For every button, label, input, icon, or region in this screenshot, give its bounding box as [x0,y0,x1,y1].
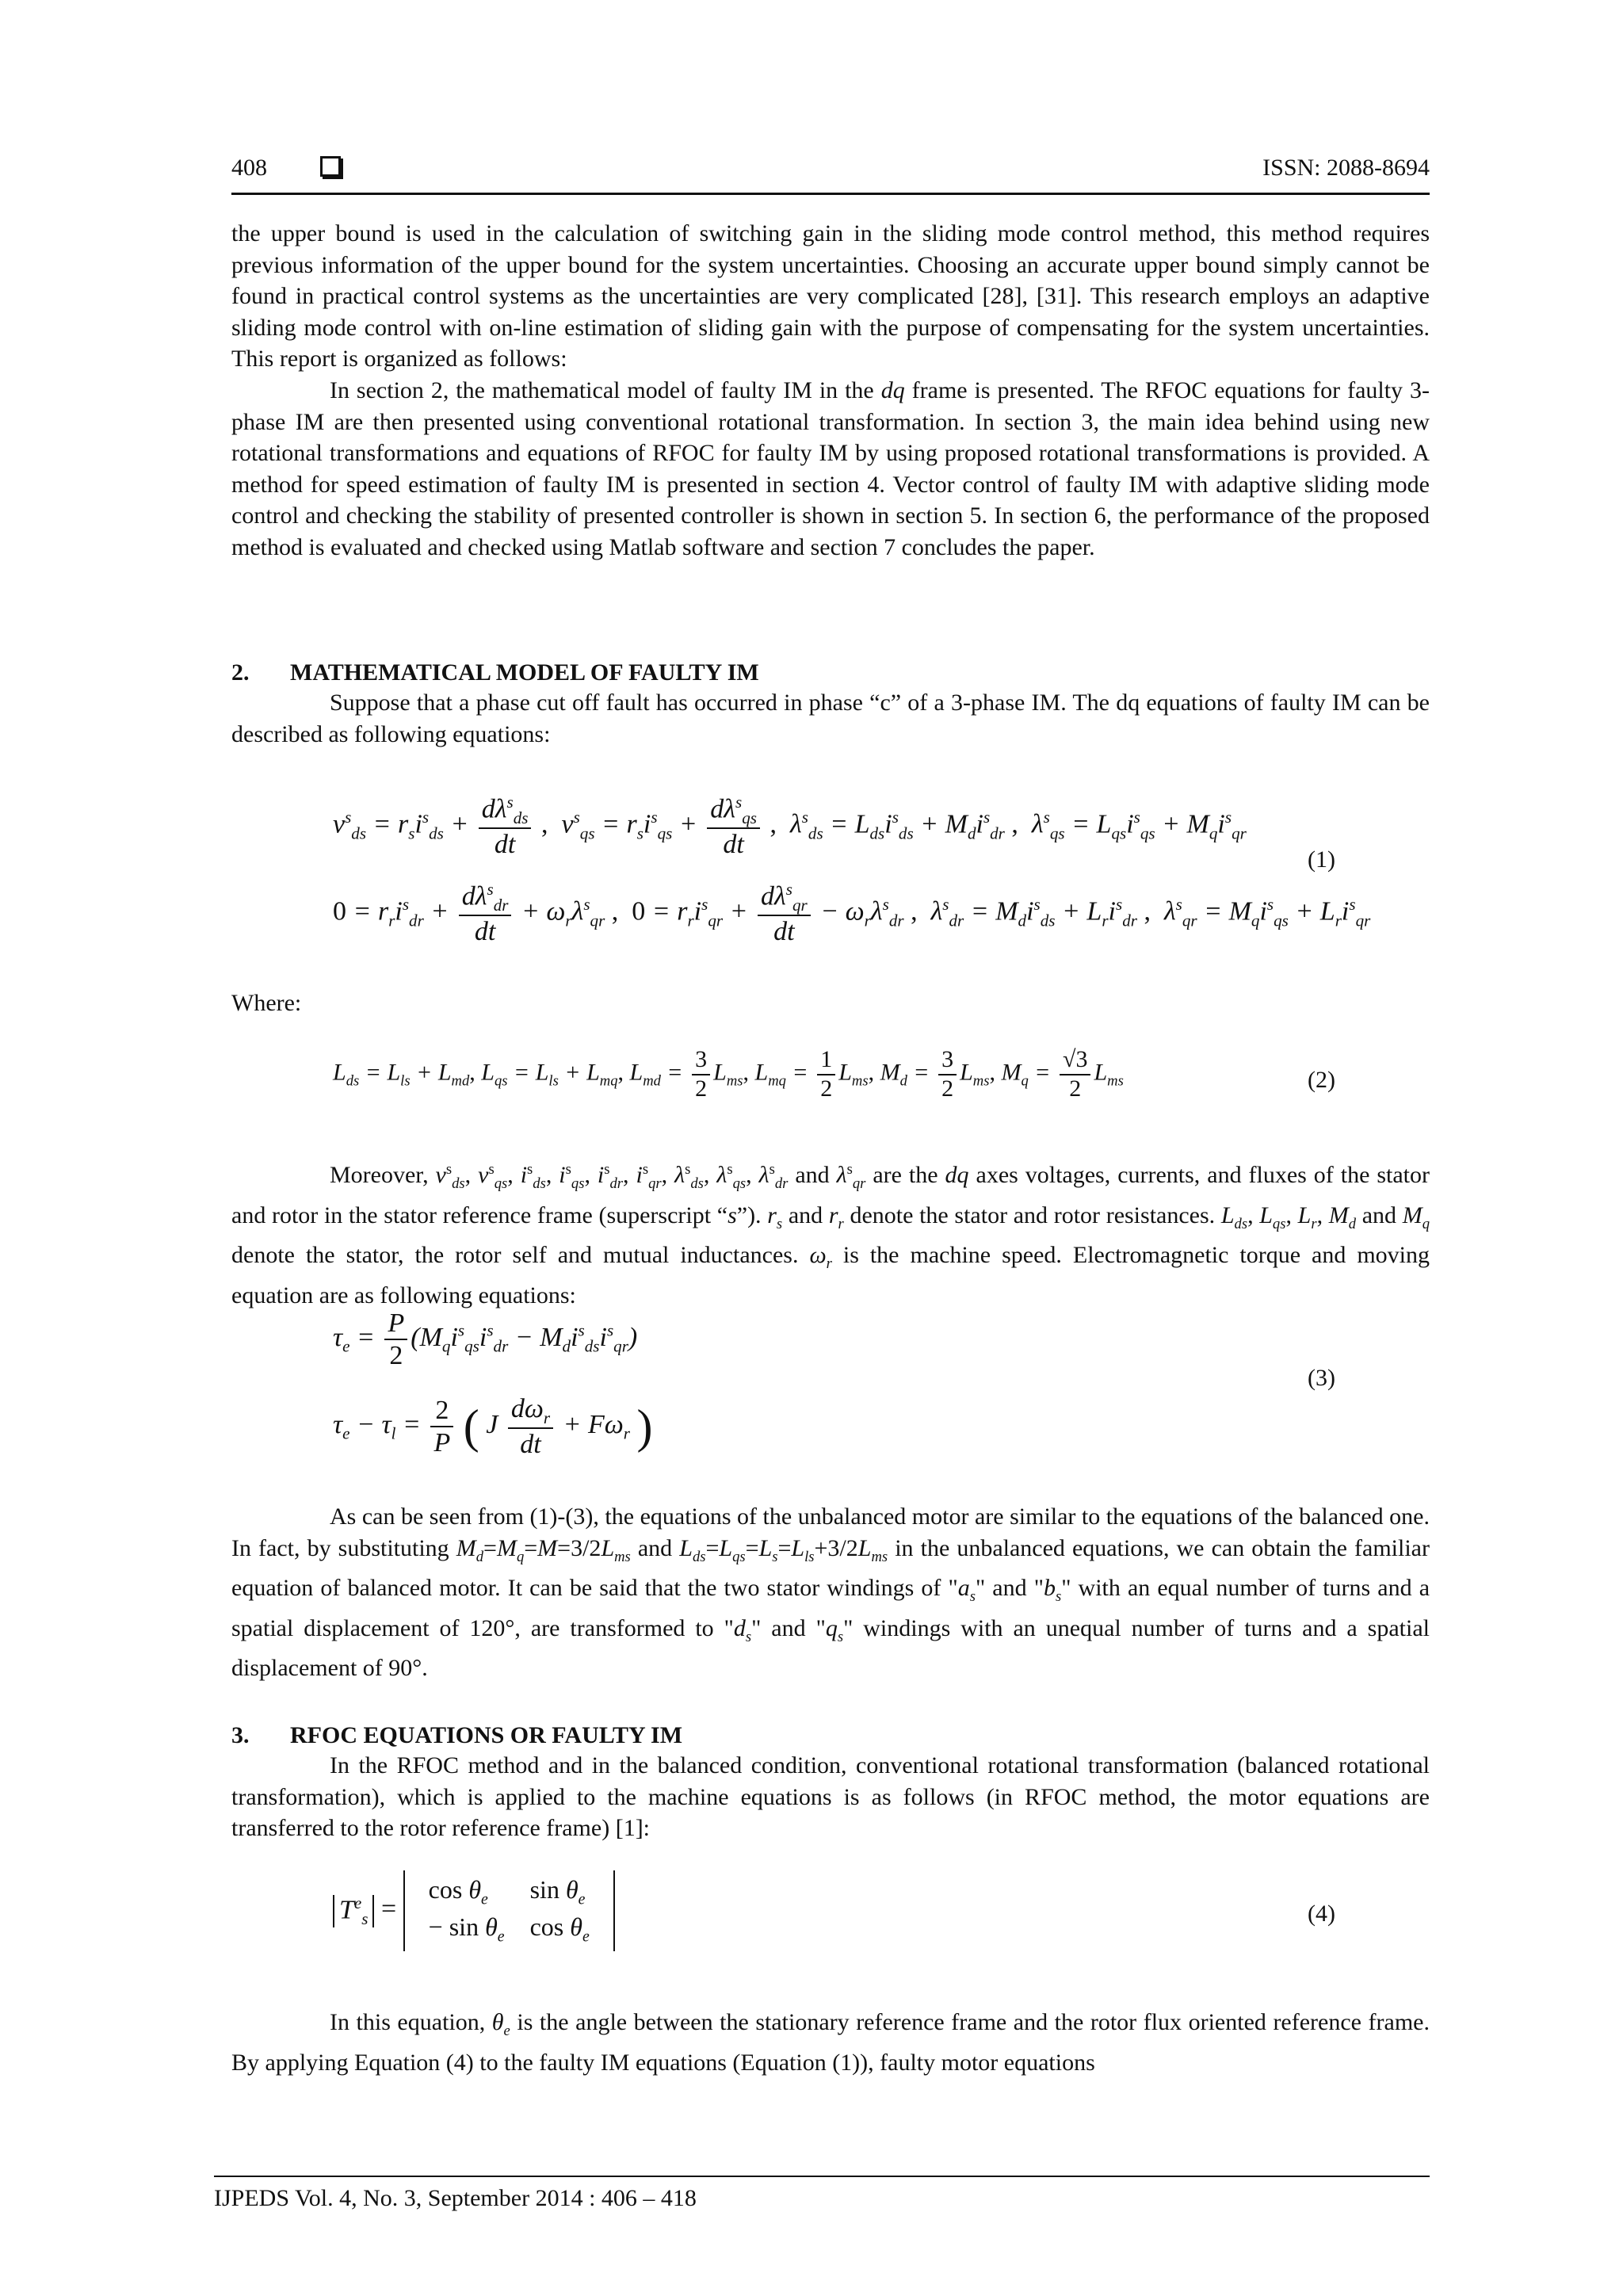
paragraph-organization: In section 2, the mathematical model of faulty IM in the dq frame is presented. The RFOC equations for faulty 3-phase IM are then presented using conventional rotational transformation. In section 3, the main idea behind using new rotational transformations and equations of RFOC for faulty IM by using proposed rotational transformations is provided. A method for speed estimation of faulty IM is presented in section 4. Vector control of faulty IM with adaptive sliding mode control and checking the stability of presented controller is shown in section 5. In section 6, the performance of the proposed method is evaluated and checked using Matlab software and section 7 concludes the paper. [231,377,1430,560]
equation-3-row-2: $\tau_e - \tau_l$ = $\frac{2}{P}$ ( J $\frac{d\omega_r}{dt}$ + $F\omega_r$ ) [333,1394,653,1460]
running-header [231,155,1430,194]
paragraph-fault-description: Suppose that a phase cut off fault has occurred in phase “c” of a 3-phase IM. The dq equations of faulty IM can be described as following equations: [231,690,1430,747]
paragraph-intro-end: the upper bound is used in the calculation of switching gain in the sliding mode control method, this method requires previous information of the upper bound for the system uncertainties. Choosing an accurate upper bound simply cannot be found in practical control systems as the uncertainties are very complicated [28], [31]. This research employs an adaptive sliding mode control with on-line estimation of sliding gain with the purpose of compensating for the system uncertainties. This report is organized as follows: [231,220,1430,372]
paragraph-rfoc-transformation: In the RFOC method and in the balanced condition, conventional rotational transformation (balanced rotational transformation), which is applied to the machine equations is as follows (in RFOC method, the motor equations are transferred to the rotor reference frame) [1]: [231,1752,1430,1842]
page-number: 408 [231,155,267,181]
section-title: RFOC EQUATIONS OR FAULTY IM [290,1722,683,1748]
paragraph-balanced-comparison: As can be seen from (1)-(3), the equations of the unbalanced motor are similar to the equations of the balanced one. In fact, by substituting $M_d=M_q=M=3/2L_{ms}$ and $L_{ds}=L_{qs}=L_s=L_{ls}+3/2L_{ms}$ in the unbalanced equations, we can obtain the familiar equation of balanced motor. It can be said that the two stator windings of "$a_s$" and "$b_s$" with an equal number of turns and a spatial displacement of 120°, are transformed to "$d_s$" and "$q_s$" windings with an unequal number of turns and a spatial displacement of 90°. [231,1503,1430,1682]
where-label: Where: [231,990,302,1016]
footer-rule [214,2176,1430,2177]
paragraph-theta-definition: In this equation, $\theta_e$ is the angle between the stationary reference frame and the rotor flux oriented reference frame. By applying Equation (4) to the faulty IM equations (Equation (1)), faulty motor equations [231,2009,1430,2076]
equation-1-number: (1) [1308,846,1335,873]
equation-4-number: (4) [1308,1901,1335,1927]
equation-4: $T^e_s$ = $\cos \theta_e$ $\sin \theta_e$ − $\sin \theta_e$ $\cos \theta_e$ [333,1870,615,1951]
equation-3-number: (3) [1308,1365,1335,1391]
section-number: 2. [231,659,250,686]
checkbox-square-icon [320,156,341,177]
section-title: MATHEMATICAL MODEL OF FAULTY IM [290,659,759,686]
issn-label: ISSN: 2088-8694 [1262,155,1430,181]
equation-2: $L_{ds} = L_{ls} + L_{md}$, $L_{qs} = L_{ls} + L_{mq}$, $L_{md}$ = $\frac{3}{2}$ $L_{ms}$, $L_{mq}$ = $\frac{1}{2}$ $L_{ms}$, $M_d$ = $\frac{3}{2}$ $L_{ms}$, $M_q$ = $\frac{√3}{2}$ $L_{ms}$ [333,1046,1124,1102]
paragraph-variable-definitions: Moreover, $v^s_{ds}$, $v^s_{qs}$, $i^s_{ds}$, $i^s_{qs}$, $i^s_{dr}$, $i^s_{qr}$, $\lambda^s_{ds}$, $\lambda^s_{qs}$, $\lambda^s_{dr}$ and $\lambda^s_{qr}$ are the dq axes voltages, currents, and fluxes of the stator and rotor in the stator reference frame (superscript “s”). $r_s$ and $r_r$ denote the stator and rotor resistances. $L_{ds}$, $L_{qs}$, $L_r$, $M_d$ and $M_q$ denote the stator, the rotor self and mutual inductances. $\omega_r$ is the machine speed. Electromagnetic torque and moving equation are as following equations: [231,1161,1430,1308]
section-2-heading [231,657,759,689]
header-rule [231,193,1430,195]
equation-1-row-2: $0 = r_ri^s_{dr}$ + $\frac{d\lambda^s_{dr}}{dt}$ + $\omega_r\lambda^s_{qr}$ , $0 = r_ri^s_{qr}$ + $\frac{d\lambda^s_{qr}}{dt}$ − $\omega_r\lambda^s_{dr}$ , $\lambda^s_{dr} = M_di^s_{ds} + L_ri^s_{dr}$ , $\lambda^s_{qr} = M_qi^s_{qs} + L_ri^s_{qr}$ [333,880,1371,947]
equation-2-number: (2) [1308,1067,1335,1093]
section-3-heading [231,1720,682,1752]
running-footer: IJPEDS Vol. 4, No. 3, September 2014 : 406 – 418 [214,2185,697,2211]
equation-1-row-1: $v^s_{ds} = r_si^s_{ds}$ + $\frac{d\lambda^s_{ds}}{dt}$ , $v^s_{qs} = r_si^s_{qs}$ + $\frac{d\lambda^s_{qs}}{dt}$ , $\lambda^s_{ds} = L_{ds}i^s_{ds} + M_di^s_{dr}$ , $\lambda^s_{qs} = L_{qs}i^s_{qs} + M_qi^s_{qr}$ [333,793,1247,860]
equation-3-row-1: $\tau_e$ = $\frac{P}{2}$ $(M_qi^s_{qs}i^s_{dr} - M_di^s_{ds}i^s_{qr})$ [333,1308,638,1371]
section-number: 3. [231,1722,250,1748]
